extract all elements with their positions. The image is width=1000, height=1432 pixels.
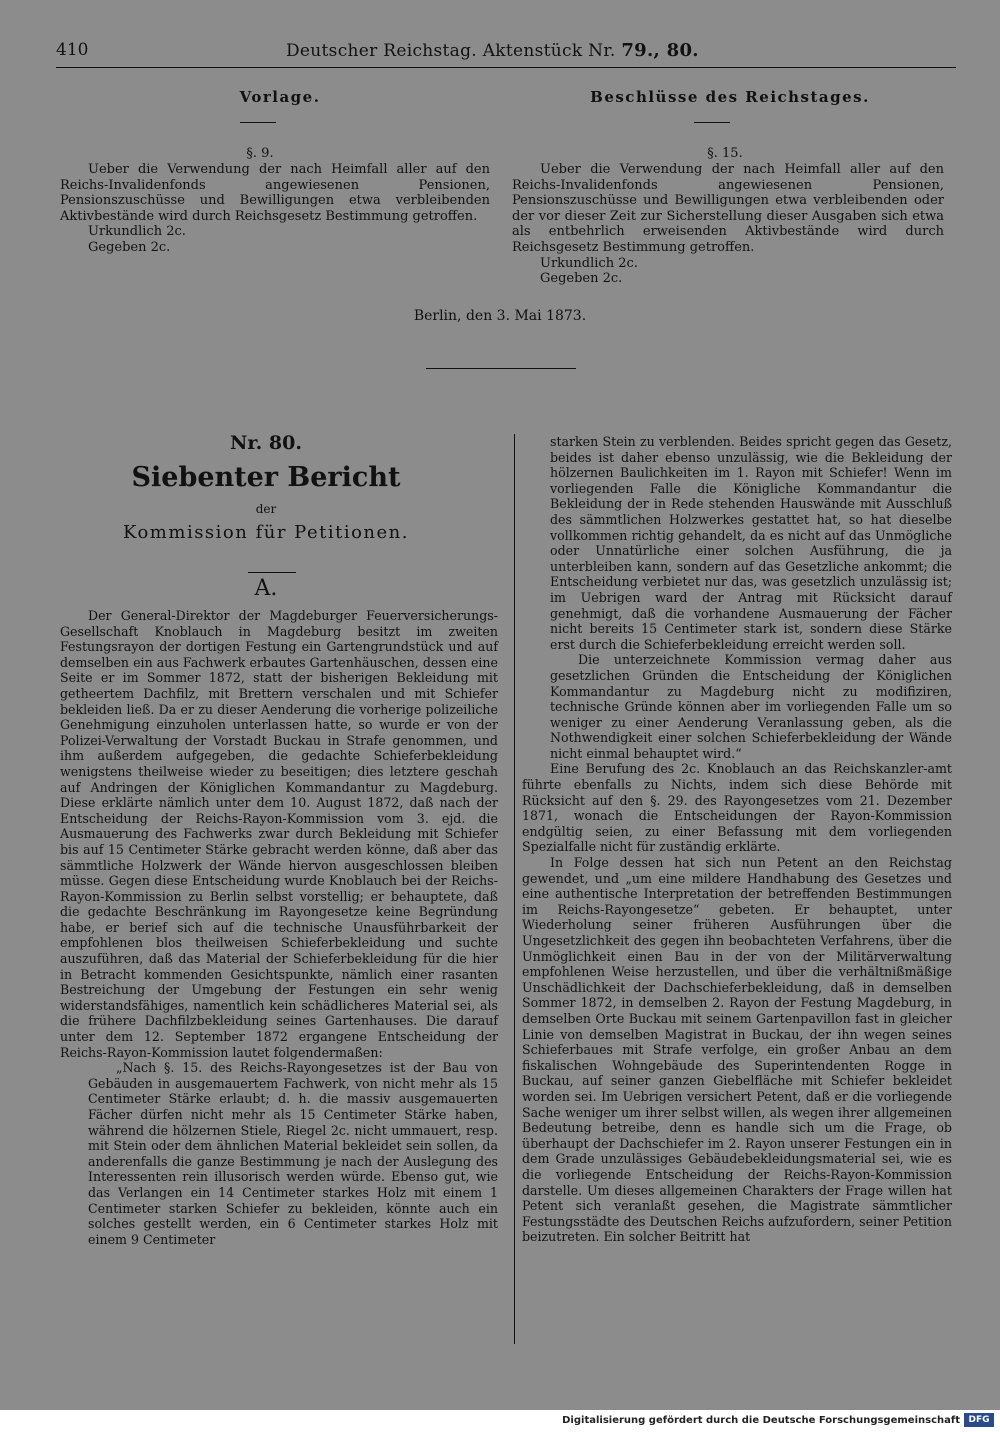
- digitization-footer: [0, 1410, 1000, 1432]
- report-title: Siebenter Bericht: [131, 462, 401, 493]
- running-head: [286, 40, 699, 61]
- report-paragraph: Eine Berufung des 2c. Knoblauch an das Reichskanzler-amt führte ebenfalls zu Nichts, indem sich diese Behörde mit Rücksicht auf den §. 29. des Rayongesetzes vom 21. Dezember 1871, wonach die Entscheidungen der Rayon-Kommission endgültig seien, zu einer Befassung mit dem vorliegenden Spezialfalle nicht für zuständig erklärte.: [522, 761, 952, 855]
- column-rule: [514, 434, 515, 1344]
- dfg-logo: DFG: [964, 1413, 994, 1427]
- left-section-paragraph: Ueber die Verwendung der nach Heimfall aller auf den Reichs-Invalidenfonds angewiesenen Pensionen, Pensionszuschüsse und Bewilligungen etwa verbleibenden Aktivbestände wird durch Reichsgesetz Bestimmung getroffen.: [60, 162, 490, 224]
- left-section-text: [60, 162, 490, 256]
- report-right-column: [522, 434, 952, 1245]
- right-closing-urkundlich: Urkundlich 2c.: [540, 255, 638, 271]
- right-heading-rule: [694, 122, 730, 123]
- right-section-number: §. 15.: [707, 146, 743, 161]
- header-rule: [56, 67, 956, 68]
- report-number: Nr. 80.: [230, 432, 302, 454]
- report-der: der: [255, 502, 277, 516]
- left-closing-gegeben: Gegeben 2c.: [88, 239, 171, 255]
- right-column-heading: Beschlüsse des Reichstages.: [590, 88, 870, 106]
- left-section-number: §. 9.: [246, 146, 274, 161]
- report-paragraph: Der General-Direktor der Magdeburger Feuerversicherungs-Gesellschaft Knoblauch in Magdeburg besitzt im zweiten Festungsrayon der dortigen Festung ein Gartengrundstück und auf demselben ein aus Fachwerk erbautes Gartenhäuschen, dessen eine Seite er im Sommer 1872, statt der bisherigen Bekleidung mit getheertem Dachfilz, mit Brettern verschalen und mit Schiefer bekleiden ließ. Da er zu dieser Aenderung die vorherige polizeiliche Genehmigung einzuholen unterlassen hatte, so wurde er von der Polizei-Verwaltung der Vorstadt Buckau in Strafe genommen, und ihm außerdem aufgegeben, die gedachte Schieferbekleidung wenigstens theilweise wieder zu beseitigen; dies letztere geschah auf Andringen der Königlichen Kommandantur zu Magdeburg. Diese erklärte nämlich unter dem 10. August 1872, daß nach der Entscheidung der Reichs-Rayon-Kommission vom 3. ejd. die Ausmauerung des Fachwerks zwar durch Bekleidung mit Schiefer bis auf 15 Centimeter Stärke gebracht werden könne, daß aber das sämmtliche Holzwerk der Wände hiervon ausgeschlossen bleiben müsse. Gegen diese Entscheidung wurde Knoblauch bei der Reichs-Rayon-Kommission zu Berlin selbst vorstellig; er behauptete, daß die gedachte Beschränkung im Rayongesetze keine Begründung habe, er berief sich auf die technische Unausführbarkeit der empfohlenen blos theilweisen Schieferbekleidung und suchte auszuführen, daß das Material der Schieferbekleidung für die hier in Betracht kommenden Gesichtspunkte, nämlich einer rasanten Bestreichung der Umgebung der Festungen ein sehr wenig widerstandsfähiges, namentlich kein schädlicheres Material sei, als die frühere Dachfilzbekleidung seines Gartenhauses. Die darauf unter dem 12. September 1872 ergangene Entscheidung der Reichs-Rayon-Kommission lautet folgendermaßen:: [60, 608, 498, 1060]
- document-numbers: 79., 80.: [621, 40, 699, 61]
- commission-name: Kommission für Petitionen.: [123, 522, 409, 543]
- report-quote-paragraph: Die unterzeichnete Kommission vermag daher aus gesetzlichen Gründen die Entscheidung der Königlichen Kommandantur zu Magdeburg nicht zu modifiziren, technische Gründe können aber im vorliegenden Falle um so weniger zu einer Aenderung Veranlassung geben, als die Nothwendigkeit einer solchen Schieferbekleidung der Wände nicht einmal behauptet wird.“: [550, 652, 952, 761]
- report-quote-paragraph: „Nach §. 15. des Reichs-Rayongesetzes ist der Bau von Gebäuden in ausgemauertem Fachwerk, von nicht mehr als 15 Centimeter Stärke erlaubt; d. h. die massiv ausgemauerten Fächer dürfen nicht mehr als 15 Centimeter Stärke haben, während die hölzernen Stiele, Riegel 2c. nicht ummauert, resp. mit Stein oder dem ähnlichen Material bekleidet sein sollen, da anderenfalls die ganze Bestimmung je nach der Auslegung des Interessenten rein illusorisch werden würde. Ebenso gut, wie das Verlangen ein 14 Centimeter starkes Holz mit einem 1 Centimeter starken Schiefer zu bekleiden, könnte auch ein solches gestellt werden, ein 6 Centimeter starkes Holz mit einem 9 Centimeter: [88, 1060, 498, 1247]
- left-column-heading: Vorlage.: [239, 88, 321, 106]
- section-letter: A.: [254, 576, 278, 601]
- dateline: Berlin, den 3. Mai 1873.: [413, 308, 587, 324]
- left-closing-urkundlich: Urkundlich 2c.: [88, 224, 186, 240]
- right-section-paragraph: Ueber die Verwendung der nach Heimfall aller auf den Reichs-Invalidenfonds angewiesenen Pensionen, Pensionszuschüsse und Bewilligungen etwa verbleibenden oder der vor dieser Zeit zur Sicherstellung dieser Ausgaben sich etwa als entbehrlich erweisenden Aktivbestände wird durch Reichsgesetz Bestimmung getroffen.: [512, 162, 944, 255]
- separator-rule: [426, 368, 576, 369]
- page-header: [56, 38, 956, 66]
- dfg-credit: Digitalisierung gefördert durch die Deutsche Forschungsgemeinschaft: [562, 1415, 960, 1426]
- page-number: 410: [56, 40, 89, 60]
- right-closing-gegeben: Gegeben 2c.: [540, 271, 623, 287]
- right-section-text: [512, 162, 944, 287]
- report-quote-continuation: starken Stein zu verblenden. Beides spricht gegen das Gesetz, beides ist daher ebenso unzulässig, wie die Bekleidung der hölzernen Baulichkeiten im 1. Rayon mit Schiefer! Wenn im vorliegenden Falle die Königliche Kommandantur die Bekleidung der in Rede stehenden Hauswände mit Ausschluß des sämmtlichen Holzwerkes gestattet hat, so hat dieselbe vollkommen richtig gehandelt, da es nicht auf das Unmögliche oder Unnatürliche einer solchen Ausführung, die ja unterbleiben kann, sondern auf das Gesetzliche ankommt; die Entscheidung verbietet nur das, was gesetzlich unzulässig ist; im Uebrigen ward der Antrag mit Rücksicht darauf genehmigt, daß die vorhandene Ausmauerung der Fächer nicht bereits 15 Centimeter stark ist, sondern diese Stärke erst durch die Schieferbekleidung erreicht werden soll.: [550, 434, 952, 652]
- report-paragraph: In Folge dessen hat sich nun Petent an den Reichstag gewendet, und „um eine mildere Handhabung des Gesetzes und eine authentische Interpretation der betreffenden Bestimmungen im Reichs-Rayongesetze“ gebeten. Er behauptet, unter Wiederholung seiner früheren Ausführungen über die Ungesetzlichkeit des gegen ihn beobachteten Verfahrens, über die Unmöglichkeit einen Bau in der von der Militärverwaltung empfohlenen Weise herzustellen, und über die verhältnißmäßige Unschädlichkeit der Dachschieferbekleidung, daß in demselben Sommer 1872, in demselben 2. Rayon der Festung Magdeburg, in demselben Orte Buckau mit seinem Gartenpavillon fast in gleicher Linie von demselben Magistrat in Buckau, der ihn wegen seines Schieferbaues mit Strafe verfolge, ein großer Anbau an dem fiskalischen Wohngebäude des Superintendenten Rogge in Buckau, auf seiner ganzen Giebelfläche mit Schiefer bekleidet worden sei. Im Uebrigen versichert Petent, daß er die vorliegende Sache weniger um ihrer selbst willen, als wegen ihrer allgemeinen Bedeutung betreibe, denn es handle sich um die Frage, ob überhaupt der Dachschiefer im 2. Rayon unserer Festungen ein in dem Grade unzulässiges Gebäudebekleidungsmaterial sei, wie es die vorliegende Entscheidung der Reichs-Rayon-Kommission darstelle. Um dieses allgemeinen Charakters der Frage willen hat Petent sich veranlaßt gesehen, die Magistrate sämmtlicher Festungsstädte des Deutschen Reichs aufzufordern, seiner Petition beizutreten. Ein solcher Beitritt hat: [522, 855, 952, 1245]
- running-head-text: Deutscher Reichstag. Aktenstück Nr.: [286, 41, 616, 61]
- report-left-column: [60, 608, 498, 1247]
- title-rule: [248, 572, 296, 573]
- left-heading-rule: [240, 122, 276, 123]
